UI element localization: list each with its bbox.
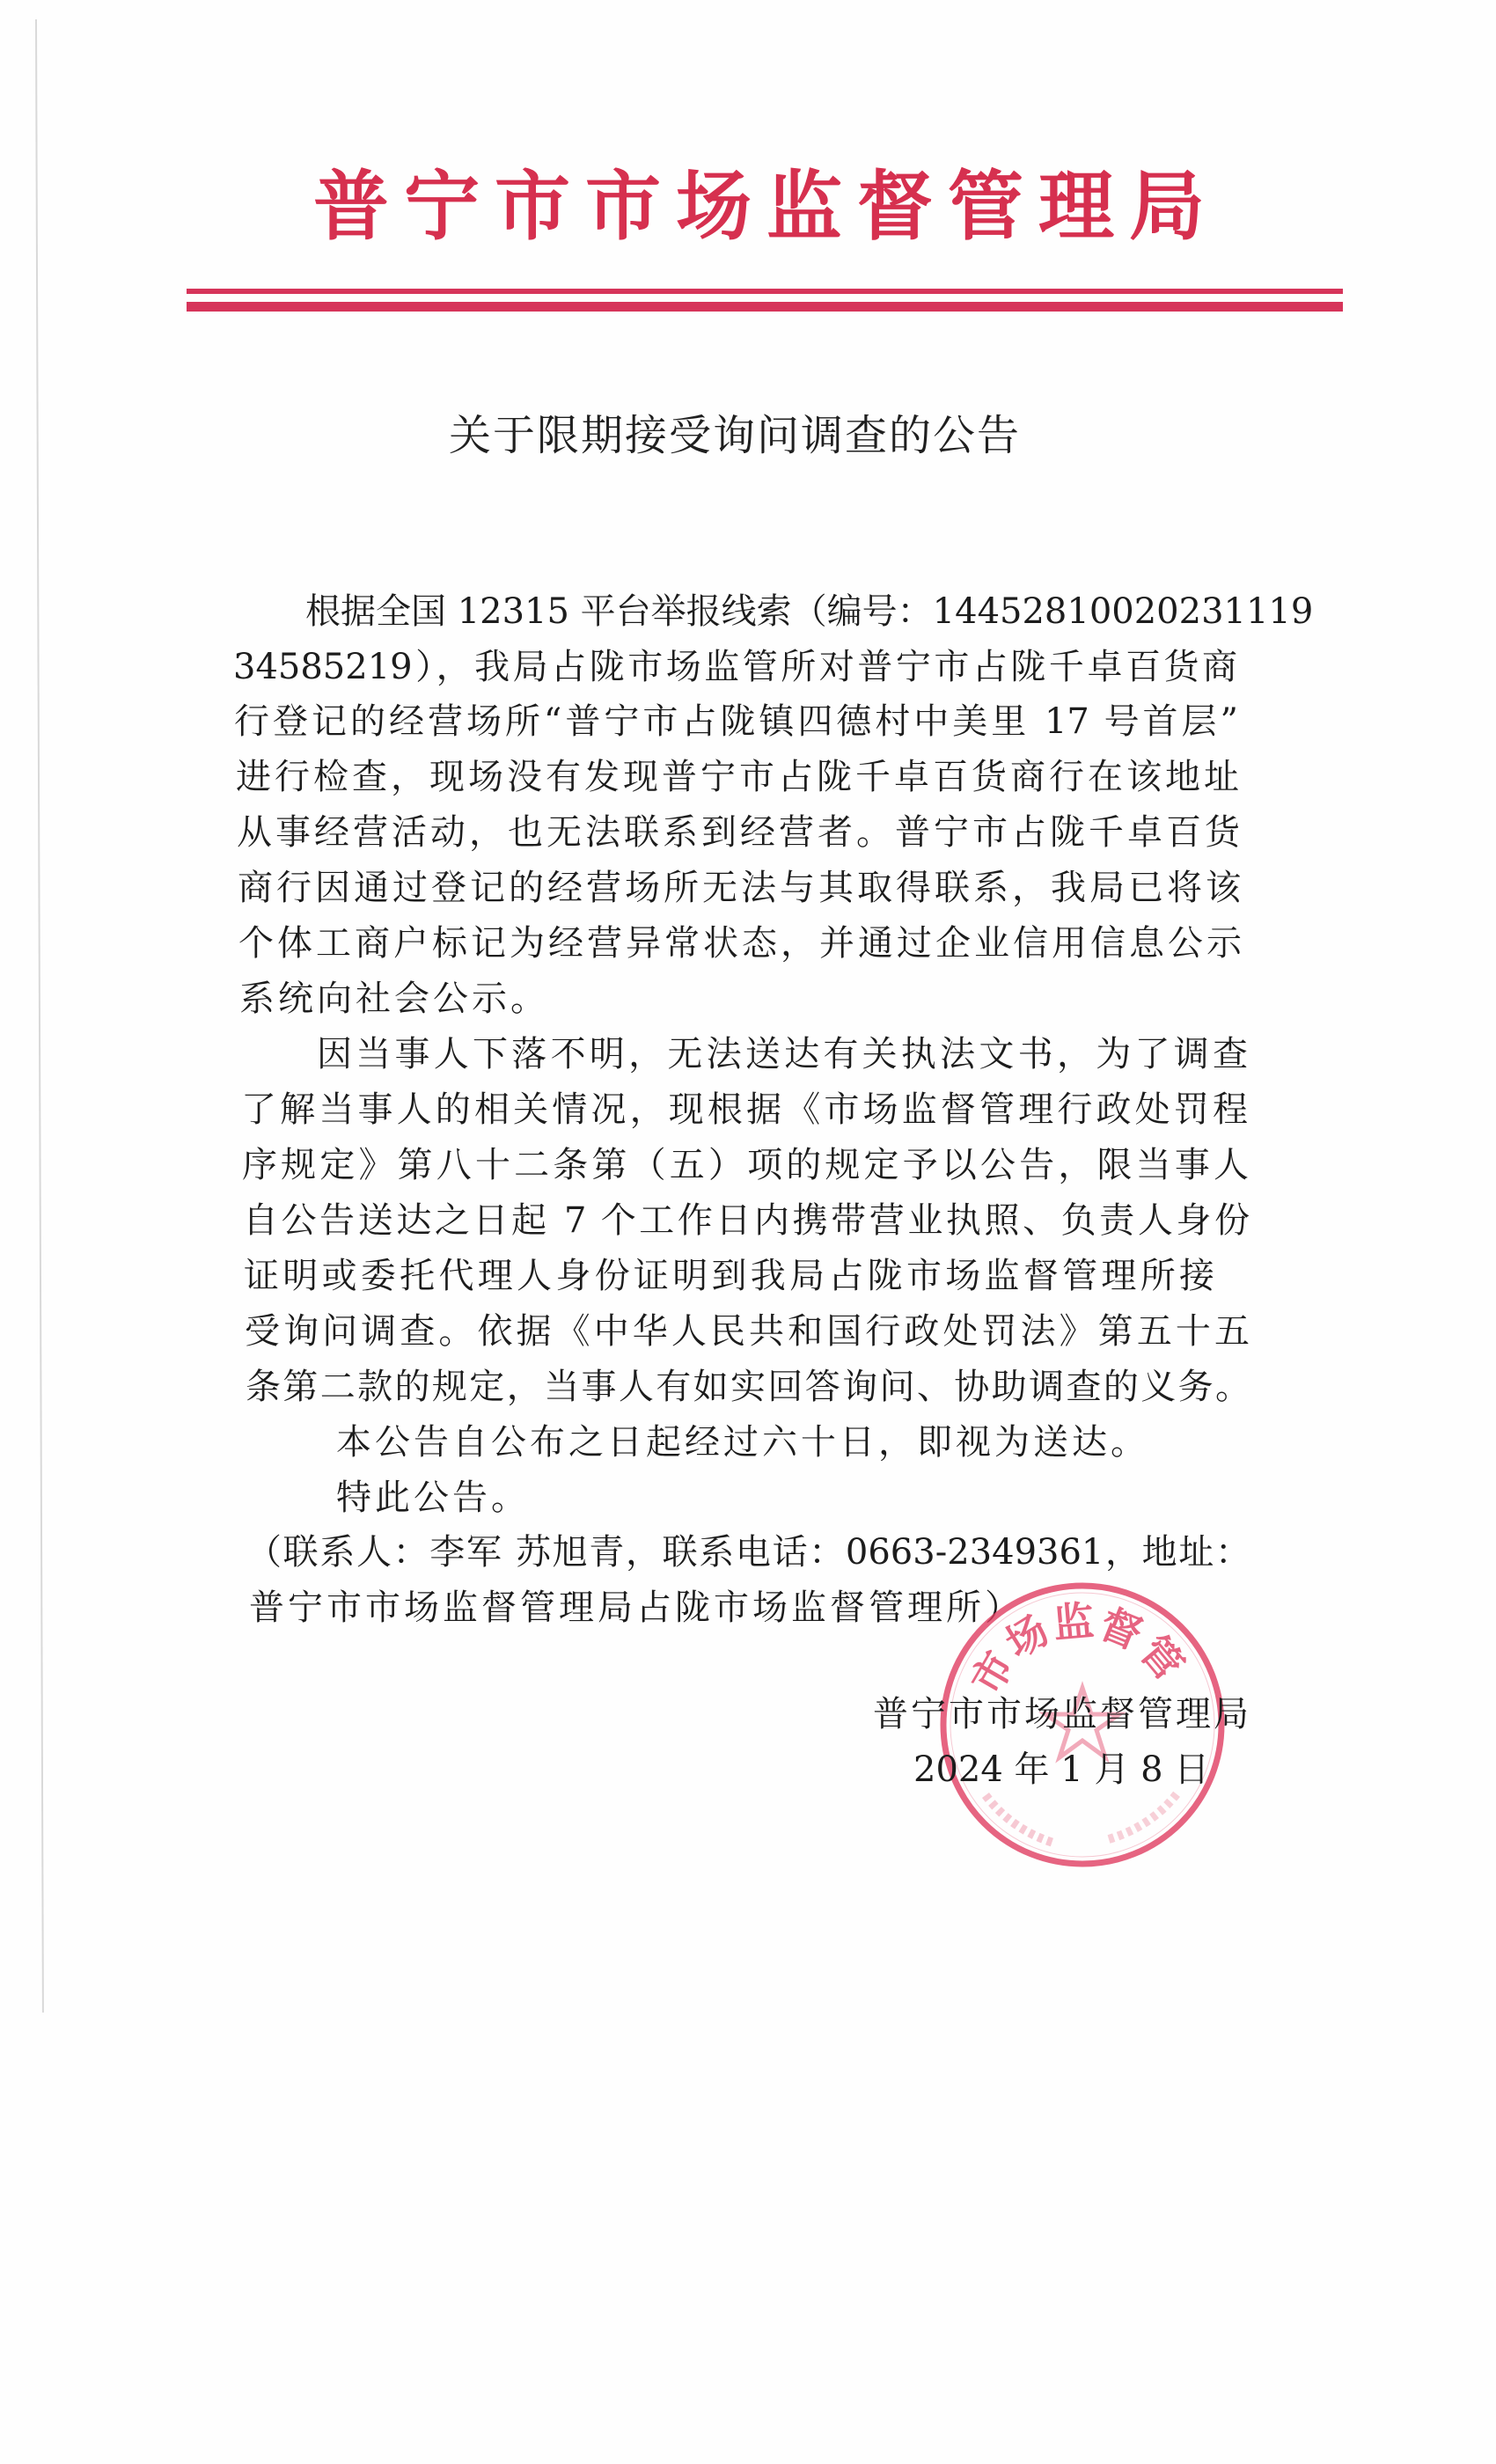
seal-arc-char: 管 [1130,1627,1193,1689]
body-line: 行登记的经营场所“普宁市占陇镇四德村中美里 17 号首层” [234,701,1238,742]
body-line: 受询问调查。依据《中华人民共和国行政处罚法》第五十五 [245,1311,1250,1352]
seal-arc-char: 监 [1051,1596,1096,1647]
letterhead-rule-thin [187,289,1343,294]
scan-edge-line [35,19,44,2013]
body-line: 自公告送达之日起 7 个工作日内携带营业执照、负责人身份 [243,1200,1250,1241]
body-line: 证明或委托代理人身份证明到我局占陇市场监督管理所接 [244,1256,1214,1296]
notice-title: 关于限期接受询问调查的公告 [449,411,1022,460]
seal-arc-char: 场 [997,1605,1057,1668]
seal-arc-char: 市 [962,1643,1023,1703]
signature-org: 普宁市市场监督管理局 [873,1694,1251,1734]
contact-line: （联系人：李军 苏旭青，联系电话：0663-2349361，地址： [246,1532,1250,1573]
body-line: 从事经营活动，也无法联系到经营者。普宁市占陇千卓百货 [237,812,1240,853]
body-line: 了解当事人的相关情况，现根据《市场监督管理行政处罚程 [241,1089,1248,1130]
body-line: 商行因通过登记的经营场所无法与其取得联系，我局已将该 [238,868,1241,908]
body-line: 系统向社会公示。 [239,979,549,1019]
letterhead-title: 普宁市市场监督管理局 [313,162,1220,251]
body-line: 个体工商户标记为经营异常状态，并通过企业信用信息公示 [238,923,1242,964]
body-line: 因当事人下落不明，无法送达有关执法文书，为了调查 [317,1034,1248,1074]
body-line: 根据全国 12315 平台举报线索（编号：14452810020231119 [305,591,1314,632]
signature-date: 2024 年 1 月 8 日 [913,1749,1210,1790]
body-line: 34585219），我局占陇市场监管所对普宁市占陇千卓百货商 [233,647,1237,687]
contact-line: 普宁市市场监督管理局占陇市场监督管理所） [249,1588,1023,1628]
body-line: 条第二款的规定，当事人有如实回答询问、协助调查的义务。 [246,1367,1250,1407]
letterhead-rule-thick [187,302,1343,312]
seal-arc-char: 督 [1093,1599,1149,1659]
body-line: 序规定》第八十二条第（五）项的规定予以公告，限当事人 [242,1145,1249,1185]
closing-line: 特此公告。 [336,1478,530,1518]
body-line: 本公告自公布之日起经过六十日，即视为送达。 [336,1422,1149,1463]
body-line: 进行检查，现场没有发现普宁市占陇千卓百货商行在该地址 [236,757,1239,797]
